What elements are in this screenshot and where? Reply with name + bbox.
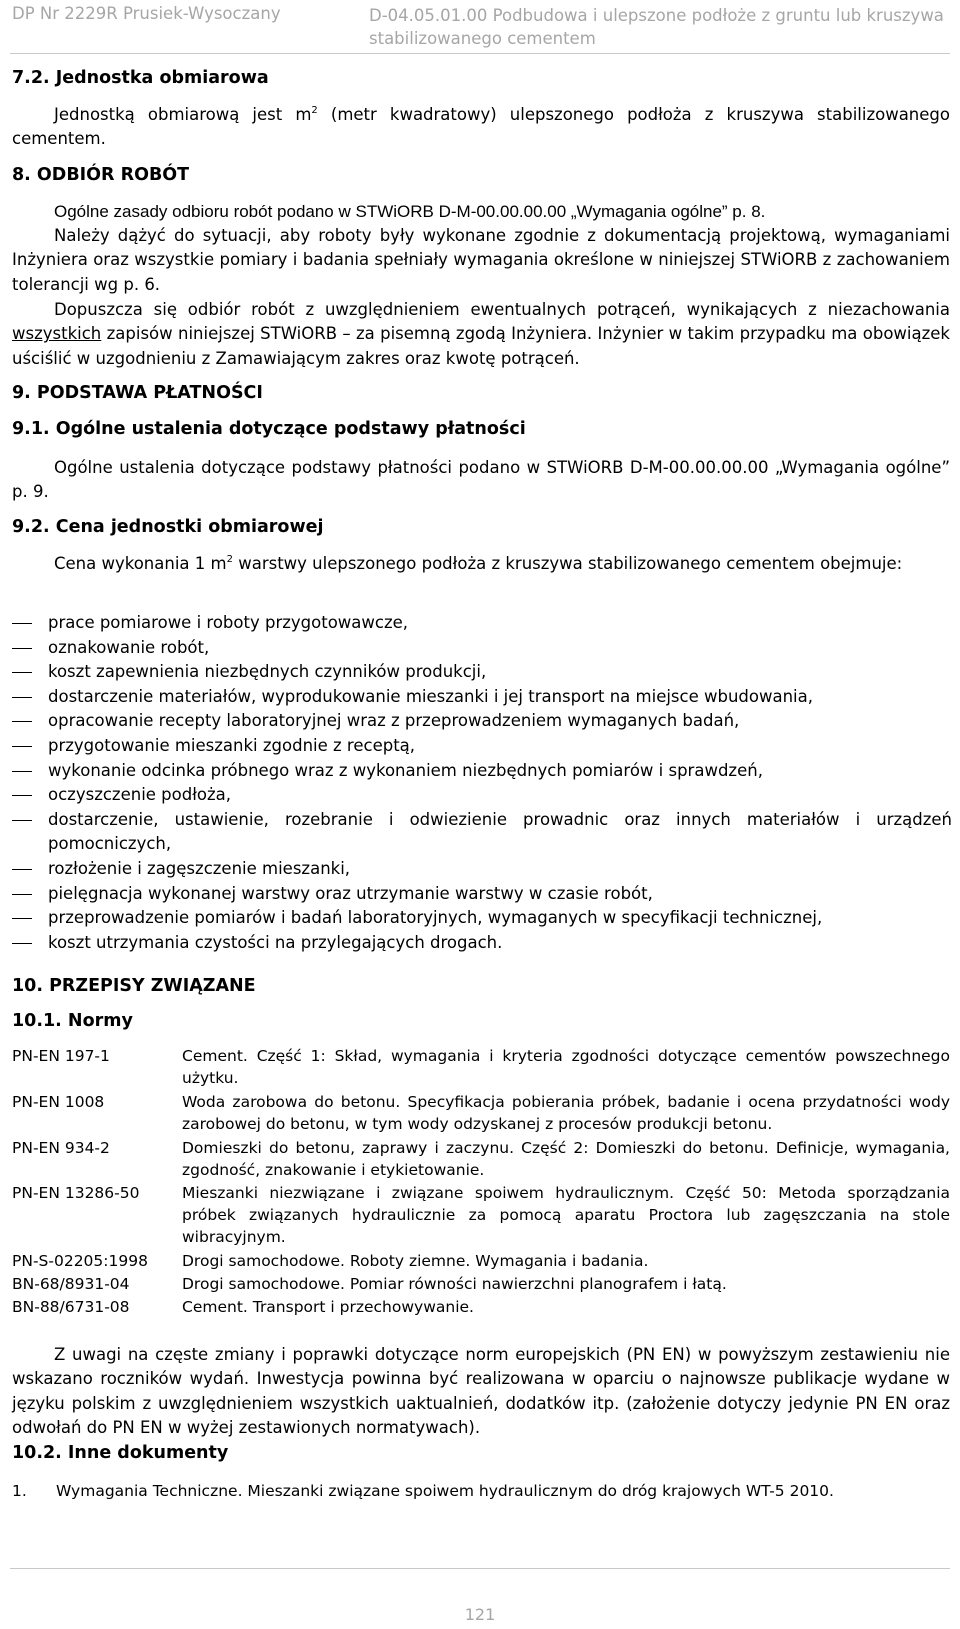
- page-header: [0, 0, 960, 52]
- section-10-2-title: 10.2. Inne dokumenty: [12, 1443, 229, 1463]
- section-8-paragraph-1: Ogólne zasady odbioru robót podano w STWiORB D-M-00.00.00.00 „Wymagania ogólne” p. 8.: [54, 202, 766, 221]
- norm-code: PN-EN 13286-50: [12, 1184, 140, 1202]
- section-9-2-title: 9.2. Cena jednostki obmiarowej: [12, 517, 324, 537]
- norm-description: Drogi samochodowe. Pomiar równości nawierzchni planografem i łatą.: [182, 1275, 727, 1293]
- document-number: 1.: [12, 1482, 27, 1500]
- list-item: koszt zapewnienia niezbędnych czynników produkcji,: [48, 662, 487, 682]
- header-spec-title: D-04.05.01.00 Podbudowa i ulepszone podłoże z gruntu lub kruszywa stabilizowanego cementem: [369, 6, 944, 48]
- section-10-title: 10. PRZEPISY ZWIĄZANE: [12, 976, 256, 996]
- norm-code: PN-EN 197-1: [12, 1047, 110, 1065]
- section-9-2-text: Cena wykonania 1 $m^2$ warstwy ulepszonego podłoża z kruszywa stabilizowanego cementem obejmuje:: [54, 554, 903, 573]
- list-item: opracowanie recepty laboratoryjnej wraz z przeprowadzeniem wymaganych badań,: [48, 711, 740, 731]
- section-8-title: 8. ODBIÓR ROBÓT: [12, 165, 190, 185]
- norm-description: Cement. Część 1: Skład, wymagania i kryteria zgodności dotyczące cementów powszechnego użytku.: [182, 1047, 950, 1088]
- list-item: dostarczenie, ustawienie, rozebranie i odwiezienie prowadnic oraz innych materiałów i urządzeń pomocniczych,: [48, 809, 952, 854]
- norm-code: BN-68/8931-04: [12, 1275, 130, 1293]
- list-item: oczyszczenie podłoża,: [48, 785, 232, 805]
- list-item: koszt utrzymania czystości na przylegających drogach.: [48, 932, 503, 952]
- page-number: 121: [464, 1605, 496, 1624]
- section-9-title: 9. PODSTAWA PŁATNOŚCI: [12, 383, 263, 403]
- norm-description: Mieszanki niezwiązane i związane spoiwem hydraulicznym. Część 50: Metoda sporządzania próbek związanych hydraulicznie za pomocą aparatu Proctora lub zagęszczania na stole wibracyjnym.: [182, 1184, 950, 1247]
- section-9-1-text: Ogólne ustalenia dotyczące podstawy płatności podano w STWiORB D-M-00.00.00.00 „Wymagania ogólne” p. 9.: [12, 458, 950, 502]
- norm-description: Woda zarobowa do betonu. Specyfikacja pobierania próbek, badanie i ocena przydatności wody zarobowej do betonu, w tym wody odzyskanej z procesów produkcji betonu.: [182, 1093, 950, 1134]
- norm-row: [12, 1182, 950, 1249]
- norm-row: [12, 1091, 950, 1135]
- section-9-1-title: 9.1. Ogólne ustalenia dotyczące podstawy płatności: [12, 419, 526, 439]
- other-documents-item: [12, 1479, 950, 1503]
- norm-row: [12, 1296, 950, 1318]
- footer-divider: [10, 1568, 950, 1569]
- norm-description: Cement. Transport i przechowywanie.: [182, 1298, 474, 1316]
- section-7-2-title: 7.2. Jednostka obmiarowa: [12, 68, 269, 88]
- section-7-2-text: Jednostką obmiarową jest $m^2$ (metr kwadratowy) ulepszonego podłoża z kruszywa stabilizowanego cementem.: [12, 105, 950, 149]
- norm-row: [12, 1250, 950, 1272]
- list-item: przeprowadzenie pomiarów i badań laboratoryjnych, wymaganych w specyfikacji technicznej,: [48, 908, 823, 928]
- norm-code: PN-EN 1008: [12, 1093, 105, 1111]
- list-item: rozłożenie i zagęszczenie mieszanki,: [48, 858, 351, 878]
- section-8-paragraph-3: Dopuszcza się odbiór robót z uwzględnieniem ewentualnych potrąceń, wynikających z niezachowania wszystkich zapisów niniejszej STWiORB – za pisemną zgodą Inżyniera. Inżynier w takim przypadku ma obowiązek uściślić w uzgodnieniu z Zamawiającym zakres oraz kwotę potrąceń.: [12, 300, 950, 368]
- norm-code: PN-S-02205:1998: [12, 1252, 148, 1270]
- norm-description: Domieszki do betonu, zaprawy i zaczynu. Część 2: Domieszki do betonu. Definicje, wymagania, zgodność, znakowanie i etykietowanie.: [182, 1139, 950, 1180]
- section-8-paragraph-2: Należy dążyć do sytuacji, aby roboty były wykonane zgodnie z dokumentacją projektową, wymaganiami Inżyniera oraz wszystkie pomiary i badania spełniały wymagania określone w niniejszej STWiORB z zachowaniem tolerancji wg p. 6.: [12, 226, 950, 294]
- norm-code: PN-EN 934-2: [12, 1139, 110, 1157]
- section-10-1-title: 10.1. Normy: [12, 1011, 133, 1031]
- list-item: oznakowanie robót,: [48, 637, 210, 657]
- norm-row: [12, 1045, 950, 1089]
- norm-description: Drogi samochodowe. Roboty ziemne. Wymagania i badania.: [182, 1252, 649, 1270]
- header-project: DP Nr 2229R Prusiek-Wysoczany: [12, 4, 281, 23]
- price-components-list: [12, 611, 952, 955]
- norm-row: [12, 1273, 950, 1295]
- list-item: prace pomiarowe i roboty przygotowawcze,: [48, 613, 409, 632]
- norms-note: Z uwagi na częste zmiany i poprawki dotyczące norm europejskich (PN EN) w powyższym zestawieniu nie wskazano roczników wydań. Inwestycja powinna być realizowana w oparciu o najnowsze publikacje wydane w języku polskim z uwzględnieniem wszystkich uaktualnień, dodatków itp. (założenie dotyczy jedynie PN EN oraz odwołań do PN EN w wyżej zestawionych normatywach).: [12, 1345, 950, 1438]
- header-divider: [10, 53, 950, 54]
- norm-code: BN-88/6731-08: [12, 1298, 130, 1316]
- list-item: dostarczenie materiałów, wyprodukowanie mieszanki i jej transport na miejsce wbudowania,: [48, 686, 813, 706]
- list-item: wykonanie odcinka próbnego wraz z wykonaniem niezbędnych pomiarów i sprawdzeń,: [48, 760, 763, 780]
- list-item: pielęgnacja wykonanej warstwy oraz utrzymanie warstwy w czasie robót,: [48, 883, 653, 903]
- list-item: przygotowanie mieszanki zgodnie z receptą,: [48, 735, 416, 755]
- norm-row: [12, 1137, 950, 1181]
- document-title: Wymagania Techniczne. Mieszanki związane spoiwem hydraulicznym do dróg krajowych WT-5 2010.: [56, 1482, 834, 1500]
